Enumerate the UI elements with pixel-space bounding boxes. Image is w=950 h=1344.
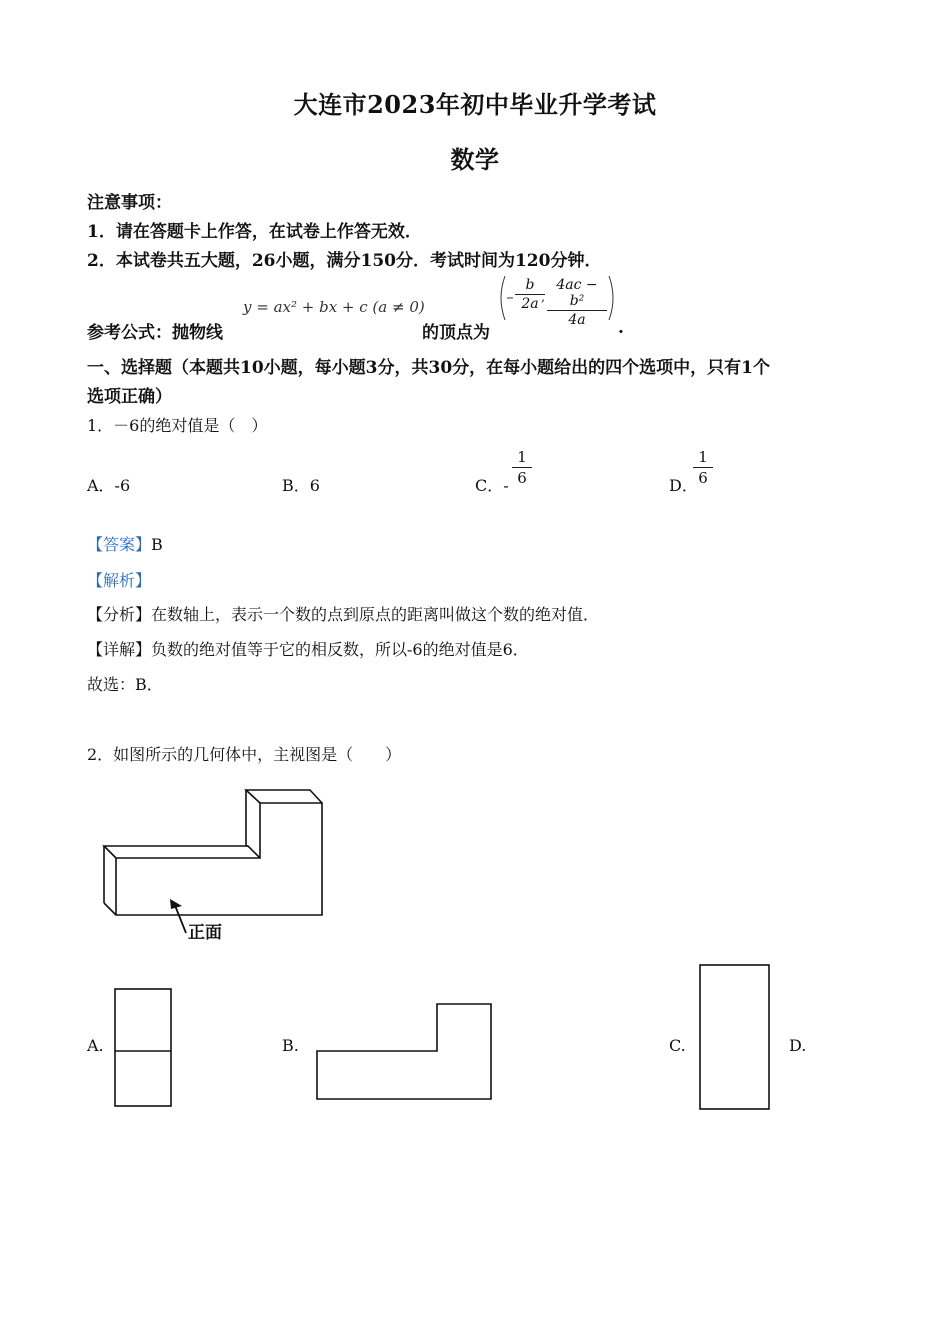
- formula-end: .: [618, 318, 624, 338]
- q1-option-c: C．-: [475, 476, 509, 495]
- q1-option-c-denominator: 6: [517, 469, 527, 487]
- exam-title: 大连市2023年初中毕业升学考试: [293, 90, 657, 119]
- q1-analysis-tag: 【解析】: [87, 571, 152, 590]
- notice-item-1: 1．请在答题卡上作答，在试卷上作答无效．: [87, 222, 422, 242]
- vertex-y-fraction: [547, 277, 607, 328]
- vertex-y-numerator: 4ac − b²: [556, 277, 598, 309]
- svg-text:,: ,: [541, 290, 546, 305]
- vertex-x-fraction: [515, 277, 545, 312]
- q2-stem: 2．如图所示的几何体中，主视图是（ ）: [87, 745, 402, 764]
- section-1-heading-line-2: 选项正确）: [87, 387, 172, 407]
- q2-option-a-label: A.: [87, 1036, 104, 1055]
- q1-option-d-fraction: [693, 448, 713, 487]
- q2-option-b-figure: [315, 1002, 495, 1102]
- vertex-x-numerator: b: [525, 277, 535, 293]
- front-label: 正面: [188, 923, 222, 943]
- q2-option-c-label: C.: [669, 1036, 686, 1055]
- vertex-y-denominator: 4a: [568, 312, 586, 328]
- formula-middle: 的顶点为: [422, 323, 490, 343]
- q2-option-b-label: B.: [282, 1036, 299, 1055]
- q1-option-a: A．-6: [87, 476, 131, 495]
- parabola-equation: y = ax² + bx + c (a ≠ 0): [243, 298, 425, 316]
- section-1-heading-line-1: 一、选择题（本题共10小题，每小题3分，共30分，在每小题给出的四个选项中，只有1个: [87, 358, 770, 378]
- subject-title: 数学: [450, 145, 500, 174]
- q1-xiangjie: 【详解】负数的绝对值等于它的相反数，所以-6的绝对值是6．: [87, 640, 529, 659]
- q1-option-d: D．: [669, 476, 698, 495]
- q1-stem: 1．－6的绝对值是（ ）: [87, 416, 268, 435]
- formula-prefix: 参考公式：抛物线: [87, 323, 223, 343]
- q1-option-b: B．6: [282, 476, 320, 495]
- q1-option-d-denominator: 6: [698, 469, 708, 487]
- q1-option-c-numerator: 1: [517, 448, 527, 466]
- q1-option-c-fraction: [512, 448, 532, 487]
- notice-heading: 注意事项：: [87, 193, 172, 213]
- q1-option-d-numerator: 1: [698, 448, 708, 466]
- q1-answer-line: [87, 532, 163, 555]
- notice-item-2: 2．本试卷共五大题，26小题，满分150分．考试时间为120分钟．: [87, 251, 602, 271]
- q1-answer-tag: 【答案】: [87, 535, 152, 554]
- q2-option-d-label: D.: [789, 1036, 807, 1055]
- q1-conclusion: 故选：B．: [87, 675, 163, 694]
- q1-fenxi: 【分析】在数轴上，表示一个数的点到原点的距离叫做这个数的绝对值．: [87, 605, 600, 624]
- vertex-x-denominator: 2a: [521, 296, 539, 312]
- q2-option-a-figure: [114, 988, 174, 1108]
- q2-option-c-figure: [698, 963, 773, 1113]
- q1-answer: B: [151, 535, 163, 554]
